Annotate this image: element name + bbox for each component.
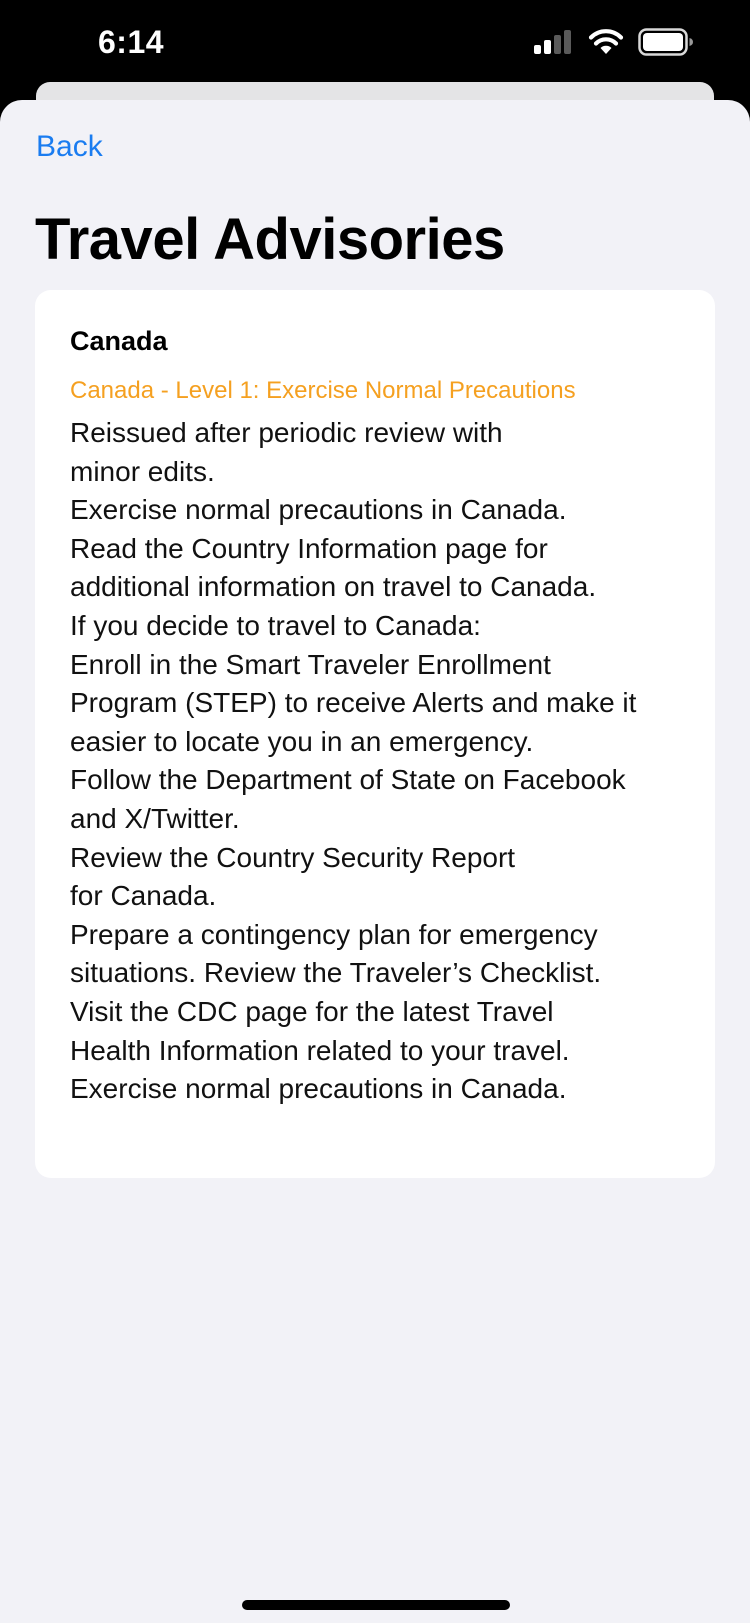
status-time: 6:14 — [98, 24, 165, 60]
back-button[interactable]: Back — [36, 130, 103, 163]
advisory-body-line: situations. Review the Traveler’s Checklist. — [70, 957, 602, 989]
wifi-icon — [588, 29, 624, 60]
advisory-body — [70, 414, 681, 1109]
page-title: Travel Advisories — [35, 207, 505, 272]
home-indicator[interactable] — [242, 1600, 510, 1610]
advisory-body-line: easier to locate you in an emergency. — [70, 725, 534, 757]
advisory-body-line: Health Information related to your travel. — [70, 1034, 570, 1066]
advisory-body-line: Visit the CDC page for the latest Travel — [70, 995, 554, 1027]
status-bar — [0, 0, 750, 92]
advisory-body-line: additional information on travel to Canada. — [70, 571, 597, 603]
advisory-body-line: Prepare a contingency plan for emergency — [70, 918, 598, 950]
advisory-body-line: Read the Country Information page for — [70, 532, 548, 564]
modal-sheet — [0, 100, 750, 1623]
advisory-body-line: Exercise normal precautions in Canada. — [70, 494, 567, 526]
advisory-body-line: Enroll in the Smart Traveler Enrollment — [70, 648, 551, 680]
advisory-body-line: Reissued after periodic review with — [70, 417, 503, 448]
advisory-level: Canada - Level 1: Exercise Normal Precautions — [70, 377, 576, 404]
advisory-body-line: Follow the Department of State on Facebook — [70, 764, 626, 796]
battery-icon — [638, 28, 694, 61]
advisory-body-line: Program (STEP) to receive Alerts and make it — [70, 687, 637, 719]
advisory-body-line: Exercise normal precautions in Canada. — [70, 1073, 567, 1105]
cellular-signal-icon — [534, 30, 574, 59]
advisory-body-line: Review the Country Security Report — [70, 841, 516, 873]
status-icons — [534, 30, 694, 58]
advisory-body-line: If you decide to travel to Canada: — [70, 609, 481, 641]
advisory-card — [35, 290, 715, 1178]
advisory-body-line: minor edits. — [70, 455, 215, 487]
advisory-body-line: and X/Twitter. — [70, 802, 240, 834]
advisory-country: Canada — [70, 326, 168, 356]
advisory-body-line: for Canada. — [70, 880, 217, 912]
